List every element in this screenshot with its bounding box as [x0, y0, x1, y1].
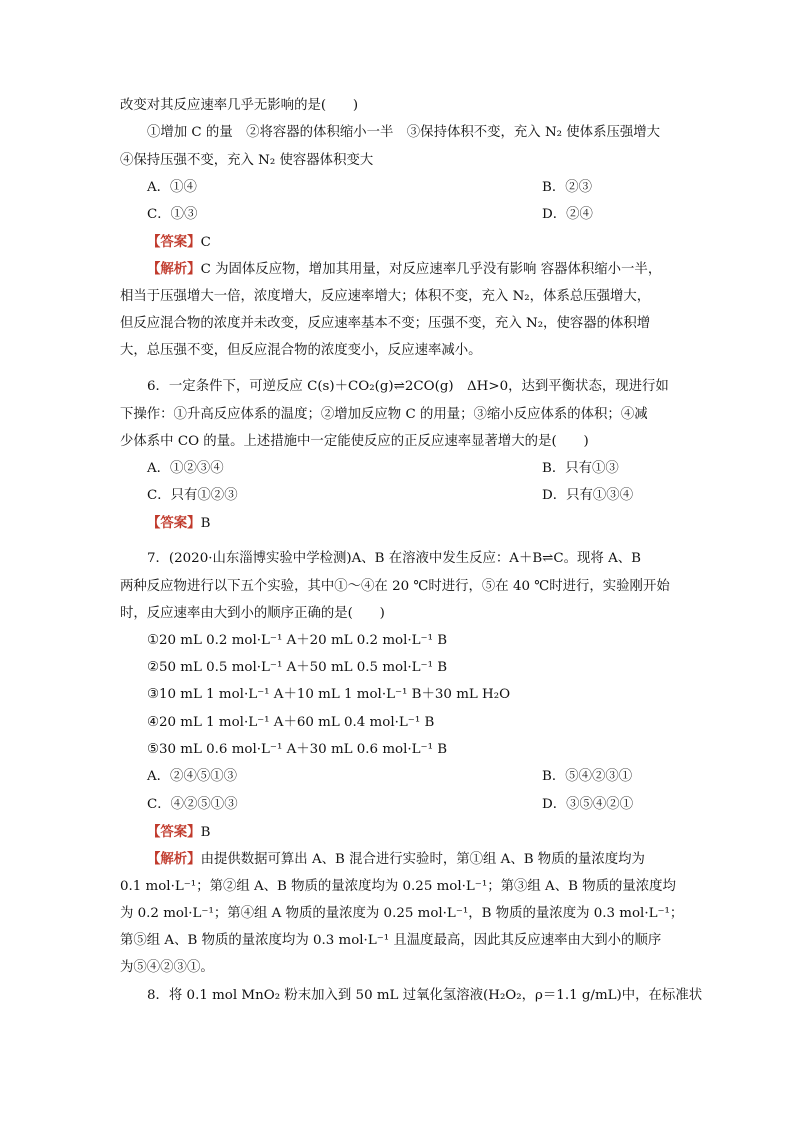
answer-value: B — [200, 825, 211, 840]
explanation-text: 由提供数据可算出 A、B 混合进行实验时，第①组 A、B 物质的量浓度均为 — [200, 852, 645, 867]
q7-explanation-line-5: 为⑤④②③①。 — [120, 960, 214, 975]
q7-line-2: 两种反应物进行以下五个实验，其中①～④在 20 ℃时进行，⑤在 40 ℃时进行，实验刚开始 — [120, 579, 670, 594]
q7-explanation-line-4: 第⑤组 A、B 物质的量浓度均为 0.3 mol·L⁻¹ 且温度最高，因此其反应速率由大到小的顺序 — [120, 933, 662, 948]
q5-options-line-2: ④保持压强不变，充入 N₂ 使容器体积变大 — [120, 153, 374, 168]
q7-choice-row-1 — [147, 767, 707, 787]
q7-choice-d: D．③⑤④②① — [542, 797, 634, 812]
q5-answer — [147, 232, 707, 253]
answer-tag: 【答案】 — [147, 234, 201, 250]
q5-options-line-1: ①增加 C 的量 ②将容器的体积缩小一半 ③保持体积不变，充入 N₂ 使体系压强增大 — [147, 125, 661, 140]
q6-choice-c: C．只有①②③ — [147, 488, 238, 503]
q7-explanation-line-2: 0.1 mol·L⁻¹；第②组 A、B 物质的量浓度均为 0.25 mol·L⁻¹；第③组 A、B 物质的量浓度均 — [120, 879, 676, 894]
q5-choice-d: D．②④ — [542, 207, 593, 222]
answer-value: C — [200, 235, 211, 250]
q6-line-2: 下操作：①升高反应体系的温度；②增加反应物 C 的用量；③缩小反应体系的体积；④减 — [120, 407, 648, 422]
q6-choice-d: D．只有①③④ — [542, 488, 634, 503]
q6-choice-b: B．只有①③ — [542, 461, 619, 476]
q8-line-1: 8．将 0.1 mol MnO₂ 粉末加入到 50 mL 过氧化氢溶液(H₂O₂，ρ＝1.1 g/mL)中，在标准状 — [147, 988, 703, 1003]
q6-answer — [147, 513, 707, 534]
q5-choice-b: B．②③ — [542, 180, 593, 195]
answer-tag: 【答案】 — [147, 515, 201, 531]
explanation-tag: 【解析】 — [147, 261, 201, 277]
q5-explanation-line-2: 相当于压强增大一倍，浓度增大，反应速率增大；体积不变，充入 N₂，体系总压强增大， — [120, 289, 651, 304]
q5-explanation-line-3: 但反应混合物的浓度并未改变，反应速率基本不变；压强不变，充入 N₂，使容器的体积增 — [120, 316, 651, 331]
q7-choice-c: C．④②⑤①③ — [147, 797, 238, 812]
q5-explanation-line-1 — [147, 259, 707, 280]
q5-choice-row-1 — [147, 178, 707, 198]
q7-choice-a: A．②④⑤①③ — [147, 769, 238, 784]
q7-explanation-line-3: 为 0.2 mol·L⁻¹；第④组 A 物质的量浓度为 0.25 mol·L⁻¹，B 物质的量浓度为 0.3 mol·L⁻¹； — [120, 906, 684, 921]
q7-answer — [147, 822, 707, 843]
q5-choice-row-2 — [147, 205, 707, 225]
q7-experiment-4: ④20 mL 1 mol·L⁻¹ A＋60 mL 0.4 mol·L⁻¹ B — [147, 715, 435, 730]
explanation-text: C 为固体反应物，增加其用量，对反应速率几乎没有影响 容器体积缩小一半， — [200, 262, 662, 277]
q6-choice-a: A．①②③④ — [147, 461, 224, 476]
q5-stem-tail: 改变对其反应速率几乎无影响的是( ) — [120, 98, 359, 113]
q5-choice-a: A．①④ — [147, 180, 197, 195]
q7-experiment-1: ①20 mL 0.2 mol·L⁻¹ A＋20 mL 0.2 mol·L⁻¹ B — [147, 633, 448, 648]
q7-experiment-3: ③10 mL 1 mol·L⁻¹ A＋10 mL 1 mol·L⁻¹ B＋30 mL H₂O — [147, 687, 511, 702]
q5-choice-c: C．①③ — [147, 207, 198, 222]
q7-line-3: 时，反应速率由大到小的顺序正确的是( ) — [120, 606, 385, 621]
q5-explanation-line-4: 大，总压强不变，但反应混合物的浓度变小，反应速率减小。 — [120, 343, 482, 358]
q6-choice-row-2 — [147, 486, 707, 506]
q7-explanation-line-1 — [147, 849, 707, 870]
q6-line-1: 6．一定条件下，可逆反应 C(s)＋CO₂(g)⇌2CO(g) ΔH>0，达到平衡状态，现进行如 — [147, 379, 669, 394]
answer-tag: 【答案】 — [147, 824, 201, 840]
q7-choice-row-2 — [147, 795, 707, 815]
q7-line-1: 7．(2020·山东淄博实验中学检测)A、B 在溶液中发生反应：A＋B⇌C。现将 A、B — [147, 551, 641, 566]
q7-choice-b: B．⑤④②③① — [542, 769, 633, 784]
q7-experiment-5: ⑤30 mL 0.6 mol·L⁻¹ A＋30 mL 0.6 mol·L⁻¹ B — [147, 742, 448, 757]
q7-experiment-2: ②50 mL 0.5 mol·L⁻¹ A＋50 mL 0.5 mol·L⁻¹ B — [147, 660, 448, 675]
q6-choice-row-1 — [147, 459, 707, 479]
explanation-tag: 【解析】 — [147, 851, 201, 867]
answer-value: B — [200, 516, 211, 531]
q6-line-3: 少体系中 CO 的量。上述措施中一定能使反应的正反应速率显著增大的是( ) — [120, 434, 589, 449]
